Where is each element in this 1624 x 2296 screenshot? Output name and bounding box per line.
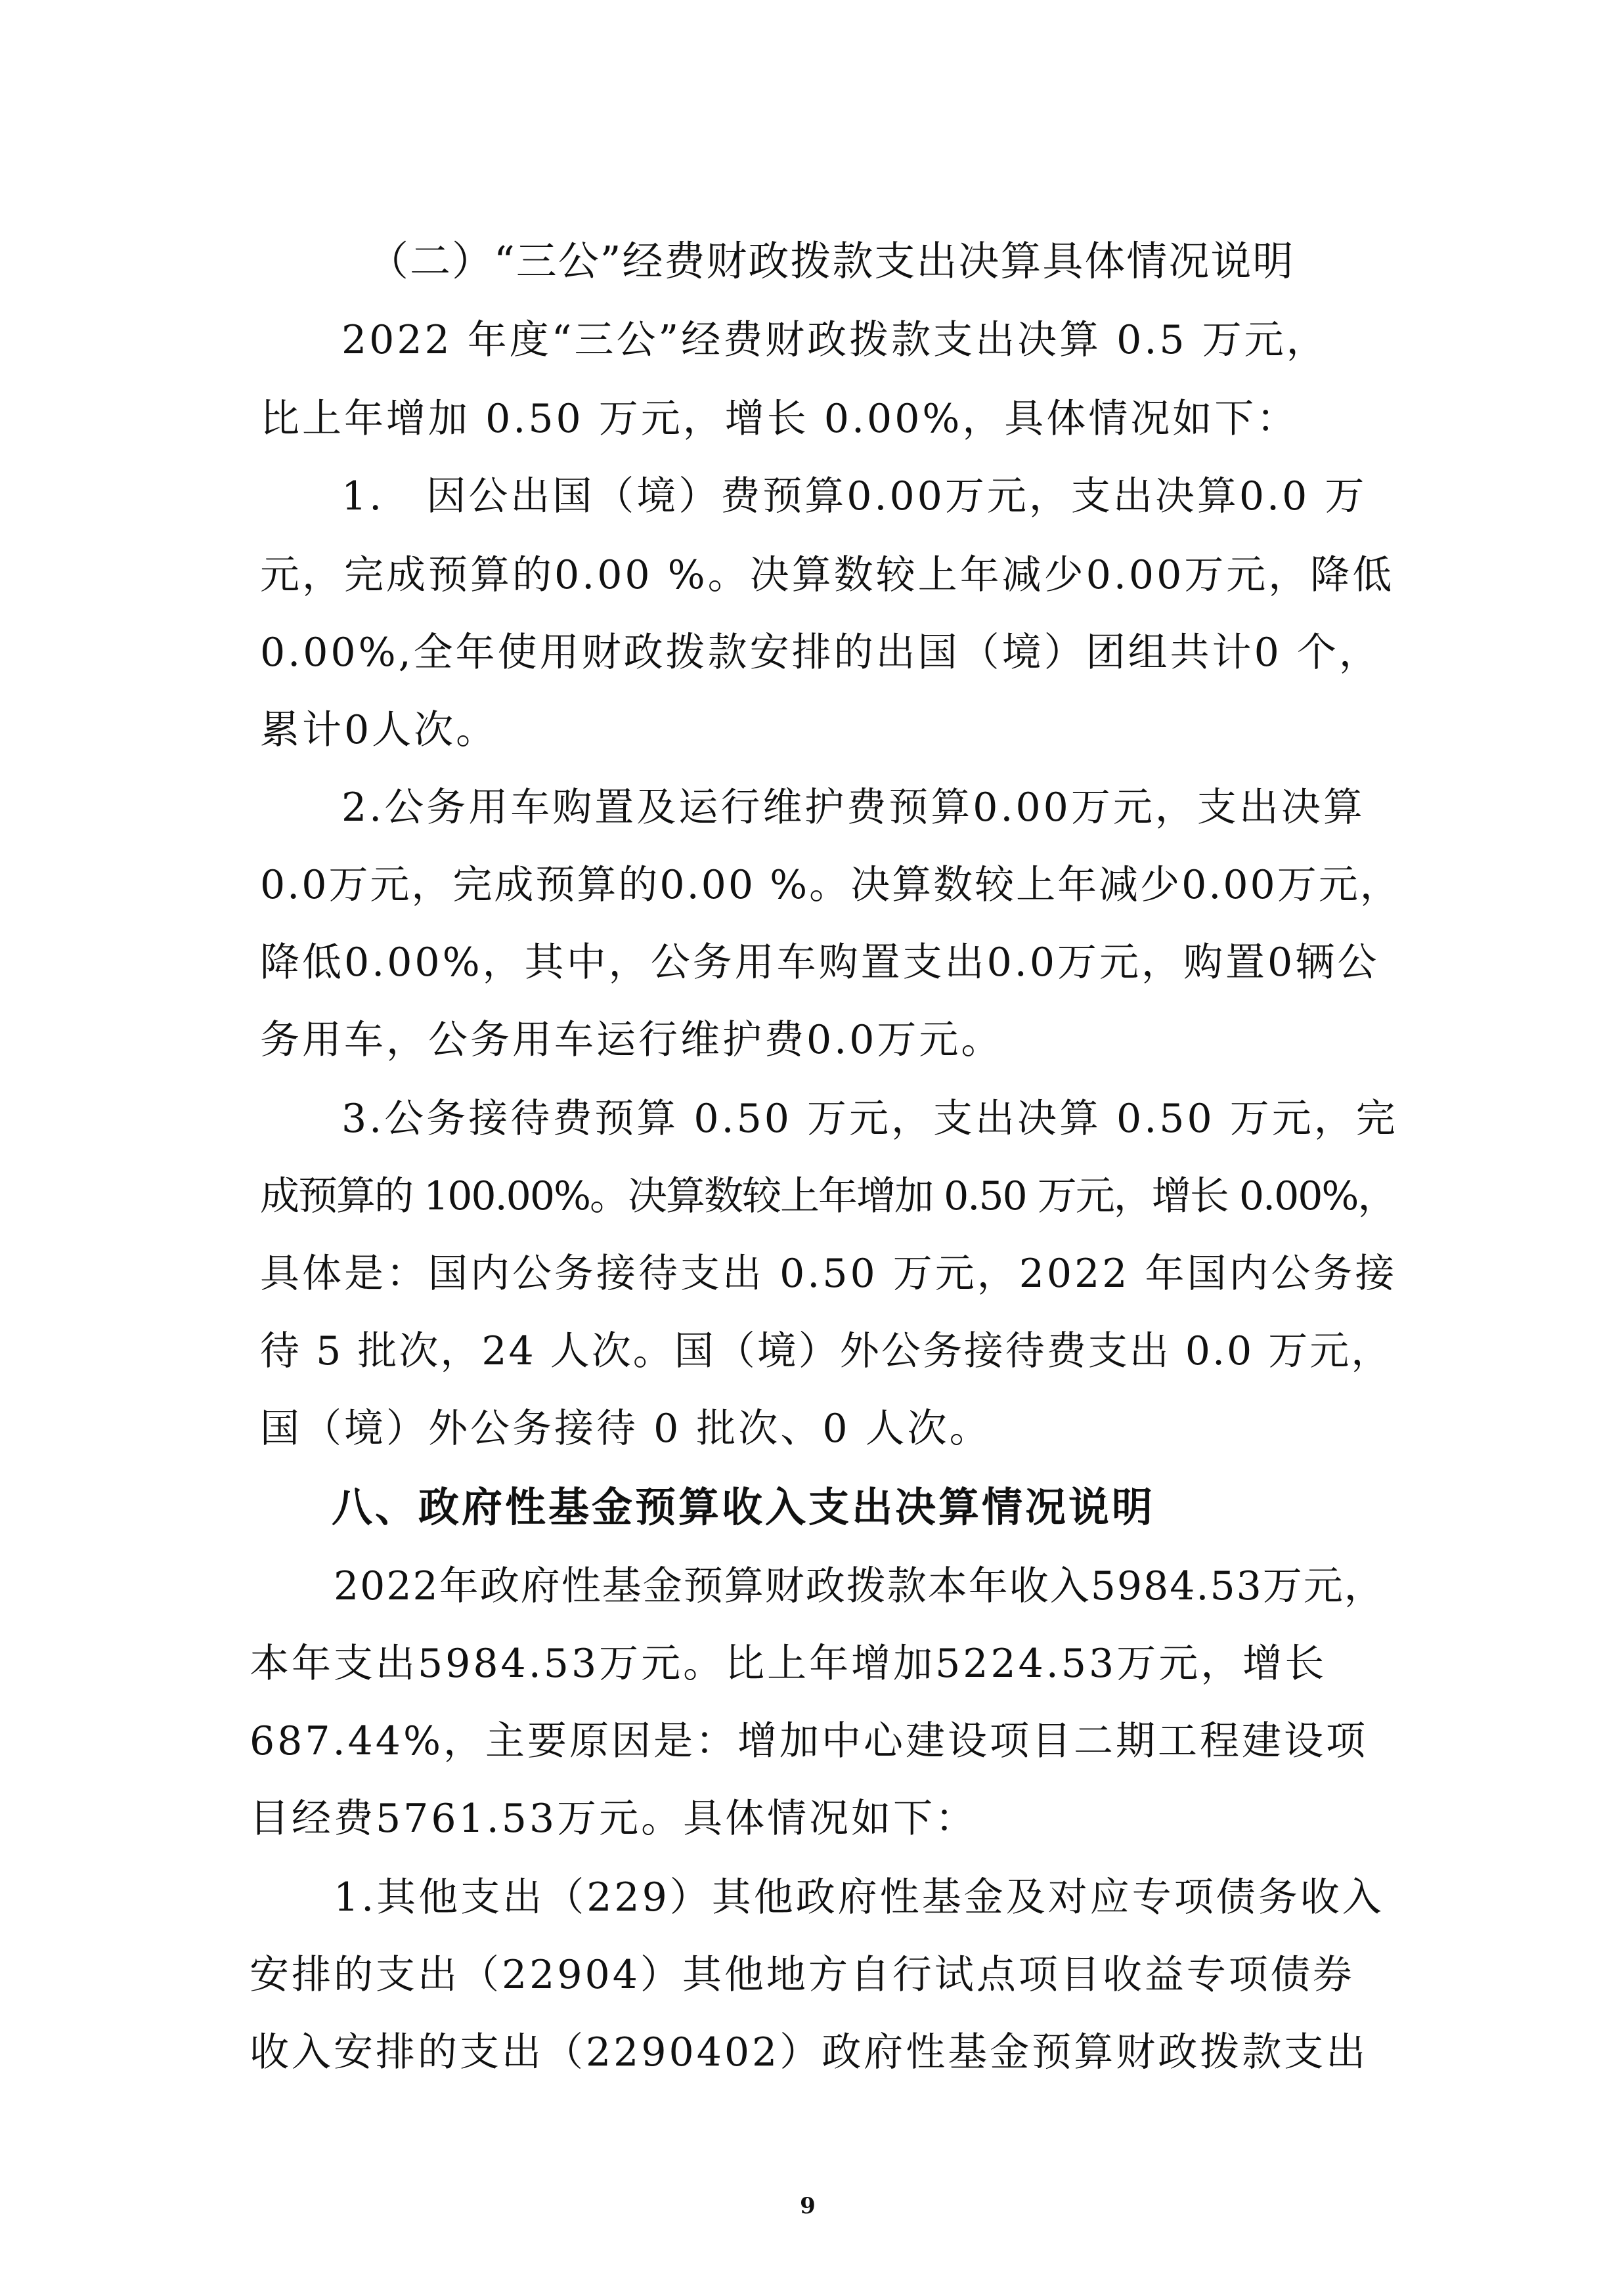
item3-line-2: 成预算的 100.00%。决算数较上年增加 0.50 万元，增长 0.00%， xyxy=(260,1173,1396,1219)
fund-item1-line-3: 收入安排的支出（2290402）政府性基金预算财政拨款支出 xyxy=(250,2029,1369,2075)
section-subheading: （二）“三公”经费财政拨款支出决算具体情况说明 xyxy=(368,237,1295,285)
item1-line-3: 0.00%,全年使用财政拨款安排的出国（境）团组共计0 个， xyxy=(260,630,1381,676)
item1-line-4: 累计0人次。 xyxy=(260,707,498,753)
item3-line-1: 3.公务接待费预算 0.50 万元，支出决算 0.50 万元，完 xyxy=(341,1096,1398,1142)
fund-line-3: 687.44%，主要原因是：增加中心建设项目二期工程建设项 xyxy=(250,1718,1368,1764)
item2-line-2: 0.0万元，完成预算的0.00 %。决算数较上年减少0.00万元， xyxy=(260,862,1401,908)
page-number: 9 xyxy=(800,2193,816,2219)
item3-line-4: 待 5 批次，24 人次。国（境）外公务接待费支出 0.0 万元， xyxy=(260,1328,1393,1374)
summary-line-2: 比上年增加 0.50 万元，增长 0.00%，具体情况如下： xyxy=(260,396,1299,442)
item3-line-5: 国（境）外公务接待 0 批次、0 人次。 xyxy=(260,1406,992,1452)
item2-line-4: 务用车，公务用车运行维护费0.0万元。 xyxy=(260,1017,1003,1063)
summary-line-1: 2022 年度“三公”经费财政拨款支出决算 0.5 万元， xyxy=(341,317,1328,363)
fund-line-1: 2022年政府性基金预算财政拨款本年收入5984.53万元， xyxy=(334,1563,1385,1609)
section-heading-8: 八、政府性基金预算收入支出决算情况说明 xyxy=(332,1483,1156,1531)
item3-line-3: 具体是：国内公务接待支出 0.50 万元，2022 年国内公务接 xyxy=(260,1251,1397,1297)
fund-item1-line-1: 1.其他支出（229）其他政府性基金及对应专项债务收入 xyxy=(334,1874,1384,1920)
item2-line-3: 降低0.00%，其中，公务用车购置支出0.0万元，购置0辆公 xyxy=(260,940,1380,986)
item1-line-2: 元，完成预算的0.00 %。决算数较上年减少0.00万元，降低 xyxy=(260,552,1395,598)
fund-line-4: 目经费5761.53万元。具体情况如下： xyxy=(250,1796,978,1842)
item2-line-1: 2.公务用车购置及运行维护费预算0.00万元，支出决算 xyxy=(341,785,1365,831)
fund-item1-line-2: 安排的支出（22904）其他地方自行试点项目收益专项债券 xyxy=(250,1952,1355,1998)
item1-line-1: 1. 因公出国（境）费预算0.00万元，支出决算0.0 万 xyxy=(341,473,1367,519)
fund-line-2: 本年支出5984.53万元。比上年增加5224.53万元，增长 xyxy=(250,1641,1327,1687)
